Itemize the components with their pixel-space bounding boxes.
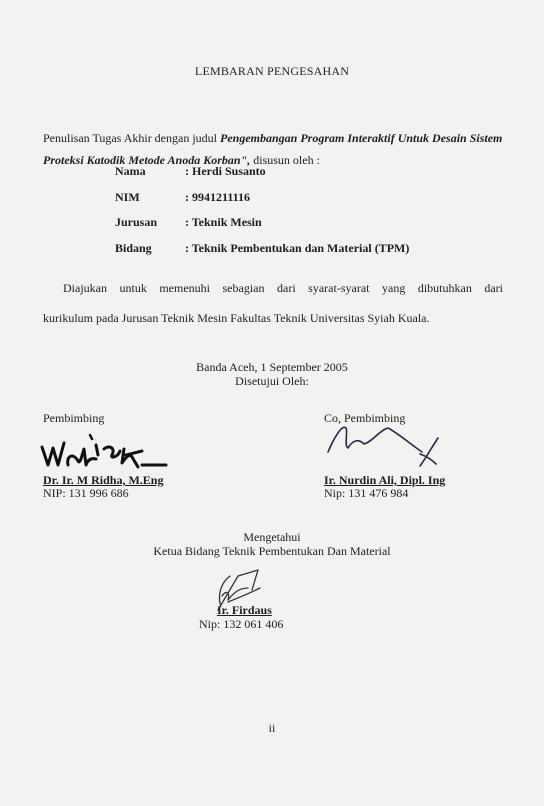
field-value: : 9941211116 [185, 189, 251, 204]
field-value: : Herdi Susanto [185, 164, 266, 178]
head-name: Ir. Firdaus [217, 603, 272, 617]
statement-line-1: Diajukan untuk memenuhi sebagian dari syarat-syarat yang dibutuhkan dari [63, 281, 503, 295]
intro-text-a: Penulisan Tugas Akhir dengan judul [43, 131, 221, 145]
field-row [115, 241, 409, 267]
advisor-role: Pembimbing [43, 411, 105, 425]
field-label: Nama [115, 164, 146, 178]
field-row [115, 215, 409, 241]
acknowledged-label: Mengetahui [243, 530, 301, 544]
co-advisor-name: Ir. Nurdin Ali, Dipl. Ing [324, 473, 446, 487]
field-value: : Teknik Mesin [185, 215, 262, 229]
intro-text-b: disusun oleh : [250, 153, 320, 167]
head-nip: Nip: 132 061 406 [199, 617, 284, 631]
place-date: Banda Aceh, 1 September 2005 [196, 360, 348, 374]
co-advisor-role: Co, Pembimbing [324, 411, 406, 425]
field-label: Bidang [115, 240, 152, 255]
field-label: Jurusan [115, 215, 158, 229]
statement-paragraph [43, 277, 503, 329]
field-label: NIM [115, 189, 140, 204]
approved-by: Disetujui Oleh: [235, 374, 309, 388]
head-title: Ketua Bidang Teknik Pembentukan Dan Material [153, 544, 391, 558]
page-title: LEMBARAN PENGESAHAN [194, 64, 350, 78]
field-value: : Teknik Pembentukan dan Material (TPM) [185, 240, 410, 255]
field-row [115, 190, 409, 216]
thesis-title: Pengembangan Program Interaktif Untuk Desain Sistem Proteksi Katodik Metode Anoda Korban", [43, 131, 503, 167]
co-advisor-signature [326, 418, 446, 474]
advisor-nip: NIP: 131 996 686 [43, 486, 129, 500]
co-advisor-nip: Nip: 131 476 984 [324, 486, 409, 500]
advisor-signature [38, 425, 170, 475]
statement-line-2: kurikulum pada Jurusan Teknik Mesin Fakultas Teknik Universitas Syiah Kuala. [43, 311, 430, 325]
field-row [115, 164, 409, 190]
student-fields [115, 164, 409, 266]
advisor-name: Dr. Ir. M Ridha, M.Eng [43, 473, 164, 487]
page-number: ii [268, 721, 276, 735]
